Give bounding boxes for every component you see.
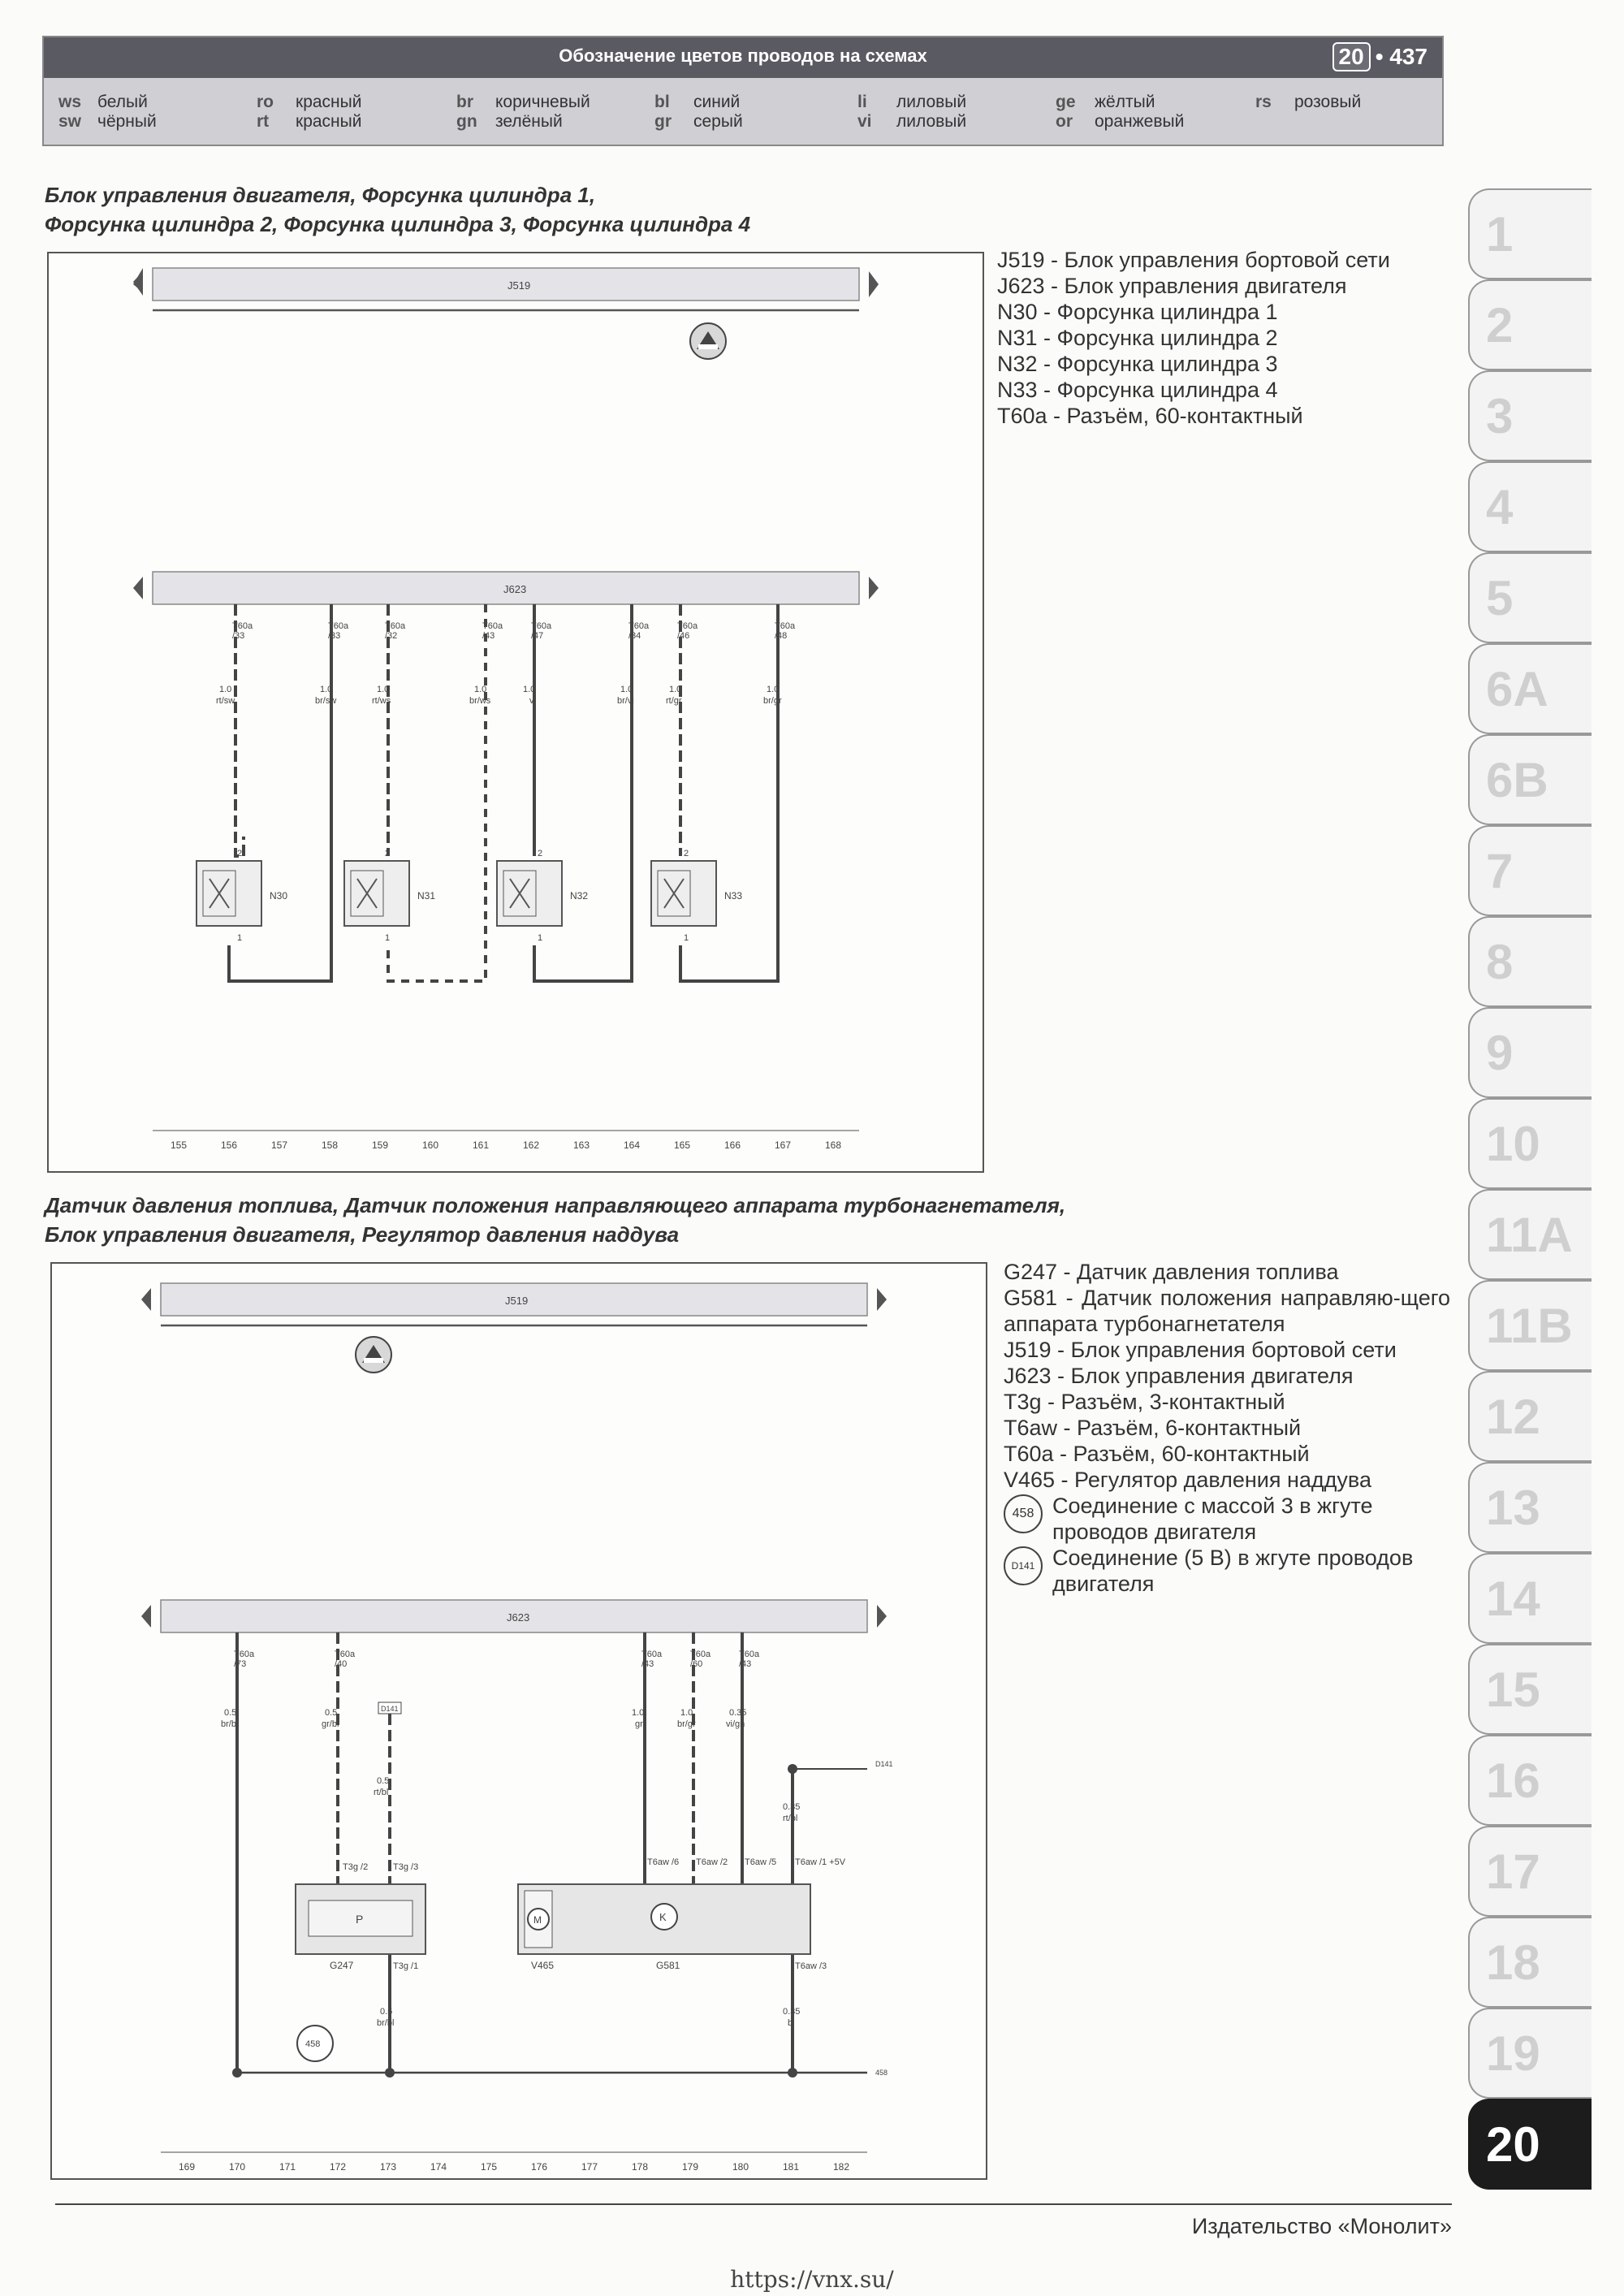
j519-bus bbox=[133, 268, 879, 359]
publisher: Издательство «Монолит» bbox=[1191, 2214, 1452, 2238]
svg-text:T3g /1: T3g /1 bbox=[393, 1961, 419, 1971]
svg-text:2: 2 bbox=[684, 849, 689, 858]
svg-text:br/sw: br/sw bbox=[315, 696, 337, 706]
svg-text:2: 2 bbox=[538, 849, 543, 858]
chapter-tab-10[interactable] bbox=[1468, 1098, 1592, 1189]
svg-text:T6aw /1 +5V: T6aw /1 +5V bbox=[795, 1857, 846, 1867]
svg-text:1.0: 1.0 bbox=[632, 1708, 645, 1718]
svg-text:T60a: T60a bbox=[690, 1650, 711, 1659]
scale-tick: 169 bbox=[179, 2161, 196, 2173]
svg-text:/60: /60 bbox=[690, 1659, 703, 1669]
diagram2-title: Датчик давления топлива, Датчик положения направляющего аппарата турбонагнетателя, Блок управления двигателя, Регулятор давления наддува bbox=[45, 1193, 1066, 1247]
svg-text:D141: D141 bbox=[381, 1705, 399, 1713]
svg-text:/32: /32 bbox=[385, 631, 398, 641]
svg-text:br/vi: br/vi bbox=[617, 696, 634, 706]
g581-v465-module bbox=[518, 1884, 810, 1971]
svg-text:1: 1 bbox=[237, 933, 243, 943]
header-bar bbox=[44, 37, 1442, 78]
svg-text:N31: N31 bbox=[417, 890, 436, 902]
color-legend-col: ge жёлтый or оранжевый bbox=[1056, 93, 1185, 131]
svg-text:1.0: 1.0 bbox=[523, 685, 536, 694]
chapter-tab-14[interactable] bbox=[1468, 1553, 1592, 1644]
color-legend-col: li лиловый vi лиловый bbox=[857, 93, 967, 131]
svg-text:1.0: 1.0 bbox=[377, 685, 390, 694]
j519-label: J519 bbox=[508, 279, 531, 292]
source-url[interactable]: https://vnx.su/ bbox=[730, 2266, 894, 2293]
chapter-tab-1[interactable] bbox=[1468, 188, 1592, 279]
scale-tick: 182 bbox=[833, 2161, 850, 2173]
j623-bus bbox=[133, 572, 879, 604]
chapter-tab-8[interactable] bbox=[1468, 916, 1592, 1007]
svg-text:1.0: 1.0 bbox=[767, 685, 780, 694]
diagram1-frame bbox=[47, 252, 984, 1173]
svg-text:N33: N33 bbox=[724, 890, 743, 902]
scale-tick: 181 bbox=[783, 2161, 800, 2173]
svg-text:458: 458 bbox=[875, 2069, 888, 2077]
chapter-tab-label: 7 bbox=[1486, 844, 1514, 898]
scale-tick: 162 bbox=[523, 1139, 540, 1151]
color-legend-col: bl синий gr серый bbox=[654, 93, 743, 131]
svg-text:T6aw /6: T6aw /6 bbox=[647, 1857, 680, 1867]
chapter-tab-11A[interactable] bbox=[1468, 1189, 1592, 1280]
chapter-tab-20[interactable] bbox=[1468, 2099, 1592, 2190]
footer-rule bbox=[55, 2203, 1452, 2205]
chapter-tab-label: 13 bbox=[1486, 1481, 1540, 1535]
scale-tick: 172 bbox=[330, 2161, 347, 2173]
svg-text:/47: /47 bbox=[531, 631, 544, 641]
chapter-tab-17[interactable] bbox=[1468, 1826, 1592, 1917]
svg-text:gr/bl: gr/bl bbox=[322, 1719, 339, 1729]
chapter-tab-7[interactable] bbox=[1468, 825, 1592, 916]
svg-text:1: 1 bbox=[538, 933, 543, 943]
j623-label: J623 bbox=[503, 583, 527, 595]
scale-tick: 170 bbox=[229, 2161, 246, 2173]
scale-tick: 163 bbox=[573, 1139, 590, 1151]
scale-tick: 179 bbox=[682, 2161, 699, 2173]
chapter-tab-label: 20 bbox=[1486, 2117, 1540, 2172]
wiring-diagram-1 bbox=[49, 253, 983, 1171]
svg-text:gr: gr bbox=[635, 1719, 643, 1729]
svg-text:T60a: T60a bbox=[482, 621, 503, 631]
svg-text:br/bl: br/bl bbox=[377, 2018, 395, 2028]
j623-bus bbox=[141, 1600, 887, 1632]
svg-text:br/gr: br/gr bbox=[763, 696, 782, 706]
svg-text:D141: D141 bbox=[875, 1760, 893, 1768]
svg-text:T6aw /2: T6aw /2 bbox=[696, 1857, 728, 1867]
scale-tick: 180 bbox=[732, 2161, 749, 2173]
svg-text:0.35: 0.35 bbox=[783, 2007, 801, 2017]
ref-item-d141: D141 Соединение (5 В) в жгуте проводов двигателя bbox=[1004, 1545, 1450, 1597]
svg-text:1.0: 1.0 bbox=[219, 685, 232, 694]
scale-tick: 177 bbox=[581, 2161, 598, 2173]
svg-text:0.5: 0.5 bbox=[380, 2007, 393, 2017]
chapter-tab-label: 5 bbox=[1486, 571, 1514, 625]
page-number: 20 • 437 bbox=[1332, 42, 1427, 71]
injector-n30 bbox=[197, 849, 287, 943]
ref-item-458: 458 Соединение с массой 3 в жгуте проводов двигателя bbox=[1004, 1493, 1450, 1545]
svg-text:br/bl: br/bl bbox=[221, 1719, 239, 1729]
header-title: Обозначение цветов проводов на схемах bbox=[559, 45, 927, 66]
diagram2-legend: G247 - Датчик давления топлива G581 - Датчик положения направляю-щего аппарата турбонагнетателя J519 - Блок управления бортовой сети J623 - Блок управления двигателя T3g - Разъём, 3-контактный T6aw - Разъём, 6-контактный T60a - Разъём, 60-контактный V465 - Регулятор давления наддува 458 Соединение с массой 3 в жгуте проводов двигателя D141 Соединение (5 В) в жгуте проводов двигателя bbox=[1004, 1260, 1450, 1596]
chapter-tab-16[interactable] bbox=[1468, 1735, 1592, 1826]
svg-text:0.35: 0.35 bbox=[729, 1708, 747, 1718]
svg-text:1.0: 1.0 bbox=[474, 685, 487, 694]
chapter-tab-label: 9 bbox=[1486, 1026, 1514, 1080]
svg-text:0.5: 0.5 bbox=[377, 1776, 390, 1786]
scale-tick: 171 bbox=[279, 2161, 296, 2173]
scale-tick: 174 bbox=[430, 2161, 447, 2173]
chapter-tab-label: 3 bbox=[1486, 389, 1514, 443]
svg-text:rt/bl: rt/bl bbox=[783, 1814, 798, 1823]
svg-text:/43: /43 bbox=[739, 1659, 752, 1669]
chapter-tab-label: 6A bbox=[1486, 662, 1548, 716]
scale-tick: 156 bbox=[221, 1139, 238, 1151]
sensor-wires bbox=[237, 1632, 867, 2073]
chapter-tab-label: 8 bbox=[1486, 935, 1514, 989]
scale-tick: 173 bbox=[380, 2161, 397, 2173]
chapter-tab-label: 12 bbox=[1486, 1390, 1540, 1444]
injector-n32 bbox=[497, 849, 588, 943]
scale-tick: 176 bbox=[531, 2161, 548, 2173]
wiring-diagram-2 bbox=[52, 1264, 986, 2178]
svg-text:/43: /43 bbox=[641, 1659, 654, 1669]
chapter-tab-11B[interactable] bbox=[1468, 1280, 1592, 1371]
svg-text:J519: J519 bbox=[505, 1295, 529, 1307]
svg-text:T60a: T60a bbox=[335, 1650, 356, 1659]
chapter-tab-label: 4 bbox=[1486, 480, 1514, 534]
scale-tick: 160 bbox=[422, 1139, 439, 1151]
svg-text:/40: /40 bbox=[335, 1659, 348, 1669]
chapter-tab-label: 2 bbox=[1486, 298, 1514, 352]
svg-text:K: K bbox=[659, 1911, 667, 1923]
svg-text:/33: /33 bbox=[328, 631, 341, 641]
chapter-tab-label: 1 bbox=[1486, 207, 1514, 262]
svg-text:T60a: T60a bbox=[234, 1650, 255, 1659]
chapter-tab-label: 19 bbox=[1486, 2026, 1540, 2081]
scale-tick: 158 bbox=[322, 1139, 339, 1151]
svg-text:/73: /73 bbox=[234, 1659, 247, 1669]
scale-tick: 161 bbox=[473, 1139, 490, 1151]
svg-text:T60a: T60a bbox=[641, 1650, 663, 1659]
grid-scale-1 bbox=[153, 1131, 859, 1151]
chapter-tab-label: 15 bbox=[1486, 1663, 1540, 1717]
scale-tick: 164 bbox=[624, 1139, 641, 1151]
svg-text:rt/ws: rt/ws bbox=[372, 696, 391, 706]
diagram2-frame bbox=[50, 1262, 987, 2180]
scale-tick: 157 bbox=[271, 1139, 288, 1151]
chapter-tab-label: 16 bbox=[1486, 1753, 1540, 1808]
svg-text:1.0: 1.0 bbox=[680, 1708, 693, 1718]
chapter-tab-6B[interactable] bbox=[1468, 734, 1592, 825]
svg-text:rt/gr: rt/gr bbox=[666, 696, 682, 706]
svg-text:T6aw /3: T6aw /3 bbox=[795, 1961, 827, 1971]
svg-text:T3g /2: T3g /2 bbox=[343, 1862, 369, 1872]
injector-n33 bbox=[651, 849, 742, 943]
svg-text:N30: N30 bbox=[270, 890, 288, 902]
svg-text:T60a: T60a bbox=[531, 621, 552, 631]
color-legend-col: ws белый sw чёрный bbox=[58, 93, 157, 131]
scale-tick: 178 bbox=[632, 2161, 649, 2173]
svg-text:V465: V465 bbox=[531, 1960, 555, 1971]
svg-text:1: 1 bbox=[684, 933, 689, 943]
chapter-tab-13[interactable] bbox=[1468, 1462, 1592, 1553]
chapter-tab-9[interactable] bbox=[1468, 1007, 1592, 1098]
svg-text:N32: N32 bbox=[570, 890, 589, 902]
color-legend-col: ro красный rt красный bbox=[257, 93, 362, 131]
chapter-tab-label: 6B bbox=[1486, 753, 1548, 807]
svg-text:bl: bl bbox=[788, 2018, 795, 2028]
svg-text:vi: vi bbox=[529, 696, 536, 706]
svg-text:vi/gn: vi/gn bbox=[726, 1719, 745, 1729]
chapter-tab-12[interactable] bbox=[1468, 1371, 1592, 1462]
chapter-tab-4[interactable] bbox=[1468, 461, 1592, 552]
svg-text:1.0: 1.0 bbox=[669, 685, 682, 694]
wire-labels bbox=[216, 621, 796, 706]
svg-text:rt/sw: rt/sw bbox=[216, 696, 235, 706]
chapter-tab-5[interactable] bbox=[1468, 552, 1592, 643]
chapter-tab-label: 18 bbox=[1486, 1935, 1540, 1990]
chapter-number: 20 bbox=[1332, 42, 1371, 71]
scale-tick: 155 bbox=[171, 1139, 188, 1151]
wire-labels-2 bbox=[221, 1650, 846, 2028]
svg-text:T60a: T60a bbox=[385, 621, 406, 631]
svg-text:T60a: T60a bbox=[328, 621, 349, 631]
chapter-tab-19[interactable] bbox=[1468, 2008, 1592, 2099]
scale-tick: 159 bbox=[372, 1139, 389, 1151]
color-legend-col: br коричневый gn зелёный bbox=[456, 93, 590, 131]
diagram1-title: Блок управления двигателя, Форсунка цилиндра 1, Форсунка цилиндра 2, Форсунка цилиндра 3, Форсунка цилиндра 4 bbox=[45, 183, 751, 236]
svg-text:/43: /43 bbox=[482, 631, 495, 641]
svg-text:T60a: T60a bbox=[775, 621, 796, 631]
svg-text:J623: J623 bbox=[507, 1611, 530, 1624]
color-legend-col: rs розовый bbox=[1255, 93, 1362, 111]
svg-text:0.5: 0.5 bbox=[224, 1708, 237, 1718]
svg-text:G581: G581 bbox=[656, 1960, 680, 1971]
svg-text:0.35: 0.35 bbox=[783, 1802, 801, 1812]
chapter-tab-15[interactable] bbox=[1468, 1644, 1592, 1735]
chapter-tab-label: 10 bbox=[1486, 1117, 1540, 1171]
svg-text:0.5: 0.5 bbox=[325, 1708, 338, 1718]
svg-text:/48: /48 bbox=[775, 631, 788, 641]
svg-text:G247: G247 bbox=[330, 1960, 354, 1971]
chapter-tab-label: 11A bbox=[1486, 1208, 1573, 1262]
svg-text:2: 2 bbox=[385, 849, 391, 858]
svg-text:br/ws: br/ws bbox=[469, 696, 491, 706]
svg-text:1.0: 1.0 bbox=[320, 685, 333, 694]
svg-text:rt/bl: rt/bl bbox=[374, 1788, 389, 1797]
svg-text:/34: /34 bbox=[628, 631, 641, 641]
scale-tick: 175 bbox=[481, 2161, 498, 2173]
g247-fuel-pressure-sensor bbox=[296, 1884, 425, 1971]
injector-n31 bbox=[344, 849, 435, 943]
chapter-tab-18[interactable] bbox=[1468, 1917, 1592, 2008]
svg-text:/46: /46 bbox=[677, 631, 690, 641]
scale-tick: 167 bbox=[775, 1139, 792, 1151]
chapter-tab-label: 11B bbox=[1486, 1299, 1573, 1353]
svg-text:458: 458 bbox=[305, 2039, 321, 2049]
chapter-tab-2[interactable] bbox=[1468, 279, 1592, 370]
chapter-tab-label: 17 bbox=[1486, 1844, 1540, 1899]
svg-text:T6aw /5: T6aw /5 bbox=[745, 1857, 777, 1867]
svg-text:T60a: T60a bbox=[628, 621, 650, 631]
svg-text:T60a: T60a bbox=[232, 621, 253, 631]
grid-scale-2 bbox=[161, 2152, 867, 2173]
chapter-tab-6A[interactable] bbox=[1468, 643, 1592, 734]
svg-text:1.0: 1.0 bbox=[620, 685, 633, 694]
svg-text:P: P bbox=[356, 1913, 364, 1926]
svg-text:M: M bbox=[533, 1914, 542, 1926]
svg-text:/33: /33 bbox=[232, 631, 245, 641]
svg-text:1: 1 bbox=[385, 933, 391, 943]
scale-tick: 166 bbox=[724, 1139, 741, 1151]
scale-tick: 168 bbox=[825, 1139, 842, 1151]
j519-bus bbox=[141, 1283, 887, 1373]
svg-text:T3g /3: T3g /3 bbox=[393, 1862, 419, 1872]
svg-text:T60a: T60a bbox=[677, 621, 698, 631]
svg-text:br/gr: br/gr bbox=[677, 1719, 696, 1729]
chapter-tab-label: 14 bbox=[1486, 1572, 1540, 1626]
chapter-tab-3[interactable] bbox=[1468, 370, 1592, 461]
svg-text:2: 2 bbox=[237, 849, 243, 858]
svg-text:T60a: T60a bbox=[739, 1650, 760, 1659]
page-num: 437 bbox=[1389, 44, 1427, 69]
scale-tick: 165 bbox=[674, 1139, 691, 1151]
diagram1-legend: J519 - Блок управления бортовой сети J623 - Блок управления двигателя N30 - Форсунка цилиндра 1 N31 - Форсунка цилиндра 2 N32 - Форсунка цилиндра 3 N33 - Форсунка цилиндра 4 T60a - Разъём, 60-контактный bbox=[997, 248, 1390, 428]
wire-color-legend-header bbox=[42, 36, 1444, 146]
